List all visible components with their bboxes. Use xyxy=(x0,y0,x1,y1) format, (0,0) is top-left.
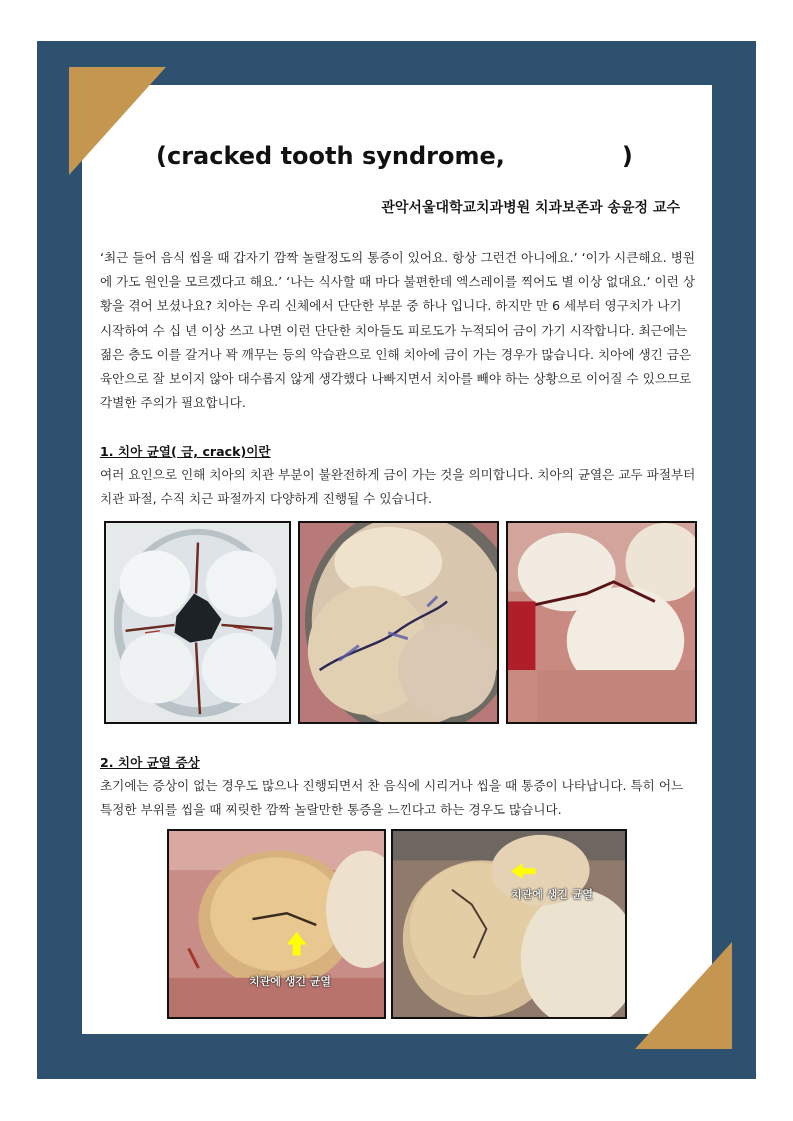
photo-caption-right: 치관에 생긴 균열 xyxy=(511,888,594,901)
tooth-photo-crown-crack-right xyxy=(391,829,627,1019)
page-title: (cracked tooth syndrome, ) xyxy=(156,142,633,170)
tooth-photo-occlusal-crack xyxy=(104,521,291,724)
tooth-photo-fractured-cusp xyxy=(506,521,697,724)
section-heading-crack-definition: 1. 치아 균열( 금, crack)이란 xyxy=(100,444,271,459)
author-line: 관악서울대학교치과병원 치과보존과 송윤정 교수 xyxy=(381,200,680,216)
tooth-photo-crown-crack-left xyxy=(167,829,386,1019)
section-body-crack-definition: 여러 요인으로 인해 치아의 치관 부분이 불완전하게 금이 가는 것을 의미합니다. 치아의 균열은 교두 파절부터 치관 파절, 수직 치근 파절까지 다양하게 진행될 수 있습니다. xyxy=(100,467,696,507)
corner-accent-bottom-right xyxy=(635,942,732,1049)
corner-accent-top-left xyxy=(69,67,166,175)
photo-caption-left: 치관에 생긴 균열 xyxy=(249,975,332,988)
tooth-photo-mirror-stained-crack xyxy=(298,521,499,724)
section-body-crack-symptoms: 초기에는 증상이 없는 경우도 많으나 진행되면서 찬 음식에 시리거나 씹을 때 통증이 나타납니다. 특히 어느 특정한 부위를 씹을 때 찌릿한 깜짝 놀랄만한 통증을 느낀다고 하는 경우도 많습니다. xyxy=(100,778,684,818)
intro-paragraph: ‘최근 들어 음식 씹을 때 갑자기 깜짝 놀랄정도의 통증이 있어요. 항상 그런건 아니에요.’ ‘이가 시큰해요. 병원에 가도 원인을 모르겠다고 해요.’ ‘나는 식사할 때 마다 불편한데 엑스레이를 찍어도 별 이상 없대요.’ 이런 상황을 겪어 보셨나요? 치아는 우리 신체에서 단단한 부분 중 하나 입니다. 하지만 만 6 세부터 영구치가 나기 시작하여 수 십 년 이상 쓰고 나면 이런 단단한 치아들도 피로도가 누적되어 금이 가기 시작합니다. 최근에는 젊은 층도 이를 갈거나 꽉 깨무는 등의 악습관으로 인해 치아에 금이 가는 경우가 많습니다. 치아에 생긴 금은 육안으로 잘 보이지 않아 대수롭지 않게 생각했다 나빠지면서 치아를 빼야 하는 상황으로 이어질 수 있으므로 각별한 주의가 필요합니다. xyxy=(100,250,696,411)
section-heading-crack-symptoms: 2. 치아 균열 증상 xyxy=(100,755,200,770)
